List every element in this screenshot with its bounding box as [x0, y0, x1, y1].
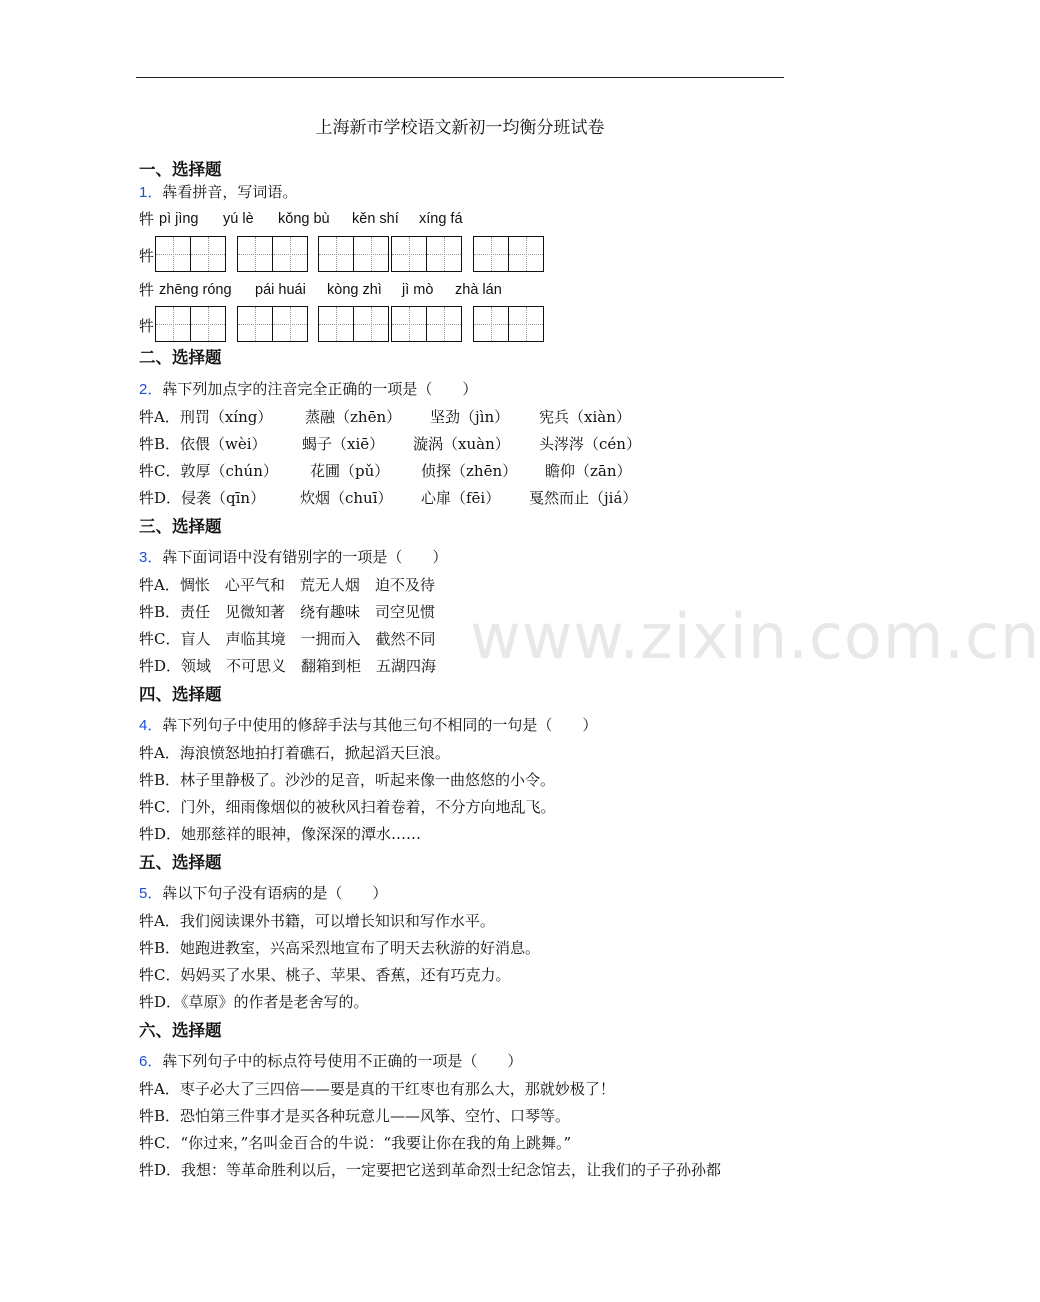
- question-1: [139, 182, 297, 203]
- writing-box[interactable]: [426, 236, 462, 272]
- row-prefix: 牪: [139, 281, 155, 299]
- section-3-heading: 三、选择题: [139, 517, 222, 536]
- option-b[interactable]: [139, 434, 641, 454]
- question-4: [139, 715, 597, 736]
- option-c[interactable]: 牪C．“你过来，”名叫金百合的牛说：“我要让你在我的角上跳舞。”: [139, 1134, 572, 1152]
- writing-box[interactable]: [508, 236, 544, 272]
- option-word: 心扉（fēi）: [421, 489, 501, 507]
- question-number: 3．: [139, 549, 163, 566]
- question-number: 6．: [139, 1053, 163, 1070]
- watermark: www.zixin.com.cn: [470, 600, 1040, 673]
- pinyin-item: xíng fá: [419, 211, 463, 227]
- option-label: 牪C．敦厚（chún）: [139, 462, 278, 480]
- option-word: 宪兵（xiàn）: [539, 408, 631, 426]
- writing-box[interactable]: [353, 306, 389, 342]
- writing-box[interactable]: [473, 236, 509, 272]
- option-word: 戛然而止（jiá）: [529, 489, 638, 507]
- pinyin-item: kěn shí: [352, 211, 399, 227]
- question-2: [139, 379, 477, 400]
- section-1-heading: 一、选择题: [139, 160, 222, 179]
- option-label: 牪B．依偎（wèi）: [139, 435, 267, 453]
- question-5: [139, 883, 387, 904]
- option-a[interactable]: [139, 407, 631, 427]
- pinyin-row-1: [139, 209, 463, 229]
- option-word: 蝎子（xiē）: [302, 435, 385, 453]
- writing-box[interactable]: [272, 236, 308, 272]
- question-number: 4．: [139, 717, 163, 734]
- option-b[interactable]: 牪B．她跑进教室，兴高采烈地宣布了明天去秋游的好消息。: [139, 939, 541, 957]
- option-b[interactable]: 牪B．责任 见微知著 绕有趣味 司空见惯: [139, 603, 436, 621]
- option-word: 漩涡（xuàn）: [413, 435, 510, 453]
- pinyin-item: yú lè: [223, 211, 254, 227]
- option-word: 瞻仰（zān）: [545, 462, 632, 480]
- option-c[interactable]: 牪C．妈妈买了水果、桃子、苹果、香蕉，还有巧克力。: [139, 966, 511, 984]
- writing-box[interactable]: [473, 306, 509, 342]
- option-word: 侦探（zhēn）: [421, 462, 518, 480]
- option-word: 坚劲（jìn）: [430, 408, 510, 426]
- section-5-heading: 五、选择题: [139, 853, 222, 872]
- row-prefix: 牪: [139, 210, 155, 228]
- row-prefix: 牪: [139, 317, 155, 335]
- row-prefix: 牪: [139, 247, 155, 265]
- question-text: 犇下列句子中使用的修辞手法与其他三句不相同的一句是（ ）: [162, 716, 598, 734]
- option-c[interactable]: 牪C．盲人 声临其境 一拥而入 截然不同: [139, 630, 436, 648]
- question-text: 犇以下句子没有语病的是（ ）: [162, 884, 388, 902]
- question-number: 5．: [139, 885, 163, 902]
- question-text: 犇下列句子中的标点符号使用不正确的一项是（ ）: [162, 1052, 523, 1070]
- section-4-heading: 四、选择题: [139, 685, 222, 704]
- pinyin-item: kǒng bù: [278, 211, 330, 227]
- option-a[interactable]: 牪A．惆怅 心平气和 荒无人烟 迫不及待: [139, 576, 435, 594]
- writing-box[interactable]: [155, 306, 191, 342]
- option-label: 牪A．刑罚（xíng）: [139, 408, 273, 426]
- option-d[interactable]: 牪D．领域 不可思义 翻箱到柜 五湖四海: [139, 657, 437, 675]
- question-number: 1．: [139, 184, 163, 201]
- question-text: 犇下列加点字的注音完全正确的一项是（ ）: [162, 380, 478, 398]
- writing-box[interactable]: [426, 306, 462, 342]
- pinyin-item: pái huái: [255, 282, 306, 298]
- option-d[interactable]: 牪D．我想：等革命胜利以后，一定要把它送到革命烈士纪念馆去，让我们的子子孙孙都: [139, 1161, 722, 1179]
- header-rule: [136, 77, 784, 78]
- option-d[interactable]: [139, 488, 638, 508]
- pinyin-item: pì jìng: [159, 211, 199, 227]
- option-a[interactable]: 牪A．我们阅读课外书籍，可以增长知识和写作水平。: [139, 912, 495, 930]
- question-text: 犇下面词语中没有错别字的一项是（ ）: [162, 548, 448, 566]
- writing-box[interactable]: [190, 236, 226, 272]
- option-word: 花圃（pǔ）: [310, 462, 390, 480]
- question-text: 犇看拼音，写词语。: [162, 183, 298, 201]
- pinyin-item: kòng zhì: [327, 282, 382, 298]
- option-a[interactable]: 牪A．海浪愤怒地拍打着礁石，掀起滔天巨浪。: [139, 744, 450, 762]
- question-number: 2．: [139, 381, 163, 398]
- writing-box[interactable]: [272, 306, 308, 342]
- writing-box[interactable]: [391, 236, 427, 272]
- writing-box[interactable]: [190, 306, 226, 342]
- pinyin-item: zhà lán: [455, 282, 502, 298]
- question-6: [139, 1051, 522, 1072]
- option-b[interactable]: 牪B．恐怕第三件事才是买各种玩意儿——风筝、空竹、口琴等。: [139, 1107, 571, 1125]
- writing-box[interactable]: [508, 306, 544, 342]
- option-c[interactable]: [139, 461, 632, 481]
- writing-box[interactable]: [318, 236, 354, 272]
- option-d[interactable]: 牪D．她那慈祥的眼神，像深深的潭水……: [139, 825, 422, 843]
- writing-box[interactable]: [353, 236, 389, 272]
- writing-box[interactable]: [391, 306, 427, 342]
- writing-box[interactable]: [237, 236, 273, 272]
- option-b[interactable]: 牪B．林子里静极了。沙沙的足音，听起来像一曲悠悠的小令。: [139, 771, 556, 789]
- section-6-heading: 六、选择题: [139, 1021, 222, 1040]
- option-d[interactable]: 牪D．《草原》的作者是老舍写的。: [139, 993, 369, 1011]
- option-word: 炊烟（chuī）: [300, 489, 393, 507]
- option-c[interactable]: 牪C．门外，细雨像烟似的被秋风扫着卷着，不分方向地乱飞。: [139, 798, 556, 816]
- option-a[interactable]: 牪A．枣子必大了三四倍——要是真的干红枣也有那么大，那就妙极了！: [139, 1080, 615, 1098]
- section-2-heading: 二、选择题: [139, 348, 222, 367]
- option-word: 头涔涔（cén）: [539, 435, 641, 453]
- option-label: 牪D．侵袭（qīn）: [139, 489, 266, 507]
- question-3: [139, 547, 447, 568]
- writing-box[interactable]: [237, 306, 273, 342]
- pinyin-row-2: [139, 280, 502, 300]
- writing-box[interactable]: [318, 306, 354, 342]
- pinyin-item: zhēng róng: [159, 282, 232, 298]
- option-word: 蒸融（zhēn）: [305, 408, 402, 426]
- page-title: 上海新市学校语文新初一均衡分班试卷: [315, 118, 605, 138]
- writing-box[interactable]: [155, 236, 191, 272]
- pinyin-item: jì mò: [402, 282, 434, 298]
